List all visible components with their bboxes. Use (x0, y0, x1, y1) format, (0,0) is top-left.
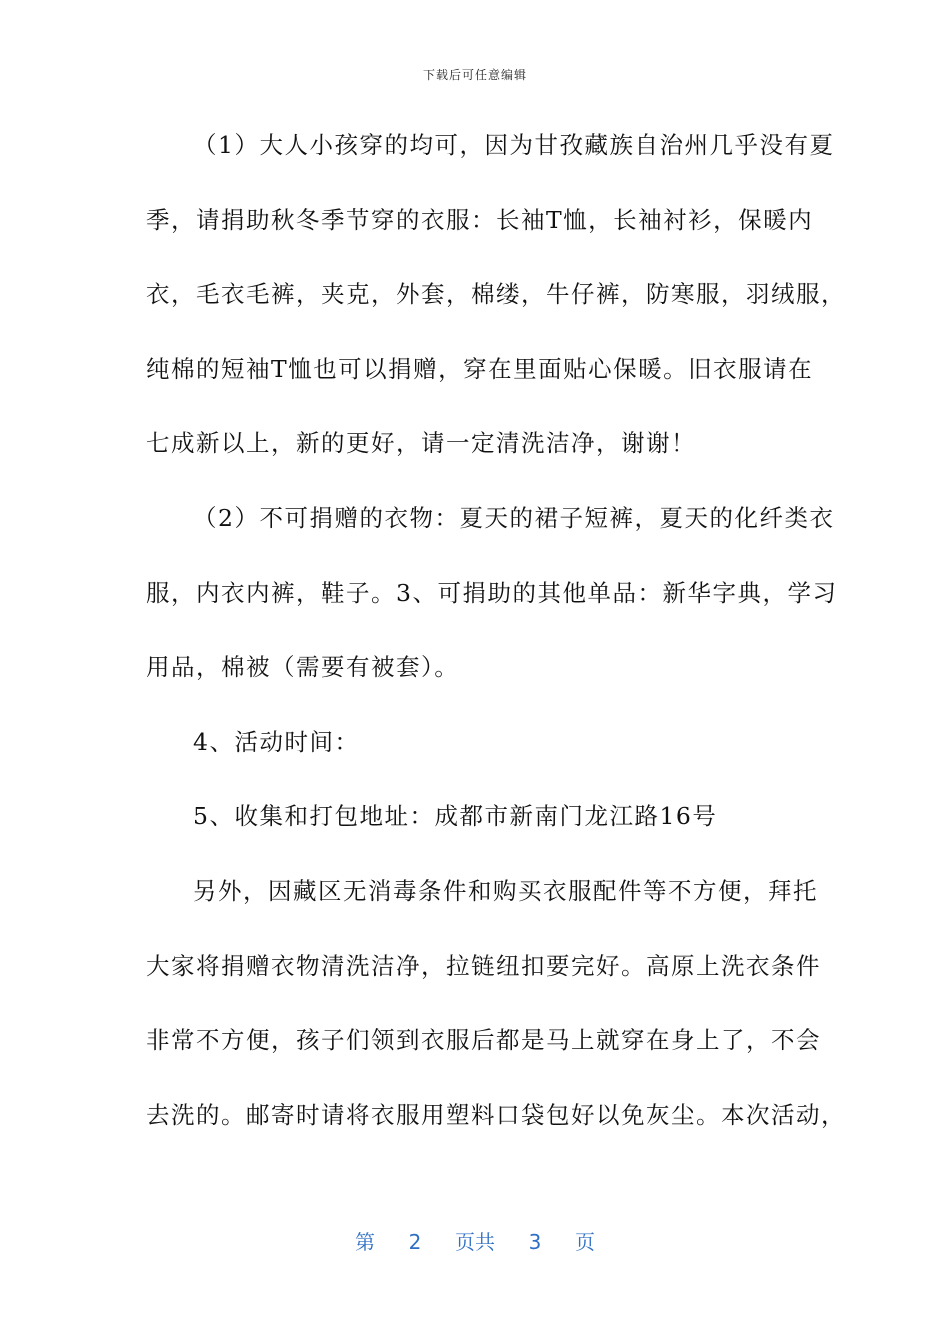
paragraph-line: 衣，毛衣毛裤，夹克，外套，棉缕，牛仔裤，防寒服，羽绒服， (146, 280, 846, 309)
footer-middle: 页共 (455, 1230, 495, 1254)
footer-current-page: 2 (408, 1230, 422, 1254)
footer-total-pages: 3 (528, 1230, 542, 1254)
paragraph-line: 七成新以上，新的更好，请一定清洗洁净，谢谢！ (146, 429, 696, 458)
paragraph-line: 纯棉的短袖T恤也可以捐赠，穿在里面贴心保暖。旧衣服请在 (146, 354, 814, 383)
footer-prefix: 第 (355, 1230, 375, 1254)
paragraph-line: （2）不可捐赠的衣物：夏天的裙子短裤，夏天的化纤类衣 (193, 503, 835, 532)
paragraph-line: 去洗的。邮寄时请将衣服用塑料口袋包好以免灰尘。本次活动， (146, 1100, 846, 1129)
paragraph-line: 季，请捐助秋冬季节穿的衣服：长袖T恤，长袖衬衫，保暖内 (146, 205, 814, 234)
paragraph-line: 另外，因藏区无消毒条件和购买衣服配件等不方便，拜托 (193, 876, 818, 905)
paragraph-line: 用品，棉被（需要有被套）。 (146, 653, 460, 682)
paragraph-line: （1）大人小孩穿的均可，因为甘孜藏族自治州几乎没有夏 (193, 131, 835, 159)
paragraph-line: 非常不方便，孩子们领到衣服后都是马上就穿在身上了，不会 (146, 1026, 821, 1055)
footer-suffix: 页 (575, 1230, 595, 1254)
paragraph-line: 5、收集和打包地址：成都市新南门龙江路16号 (193, 802, 718, 831)
page-footer (0, 1226, 950, 1255)
body-text (146, 120, 846, 1164)
paragraph-line: 4、活动时间： (193, 727, 360, 756)
paragraph-line: 大家将捐赠衣物清洗洁净，拉链纽扣要完好。高原上洗衣条件 (146, 951, 821, 980)
paragraph-line: 服，内衣内裤，鞋子。3、可捐助的其他单品：新华字典，学习 (146, 578, 838, 607)
header-note: 下载后可任意编辑 (422, 68, 527, 82)
